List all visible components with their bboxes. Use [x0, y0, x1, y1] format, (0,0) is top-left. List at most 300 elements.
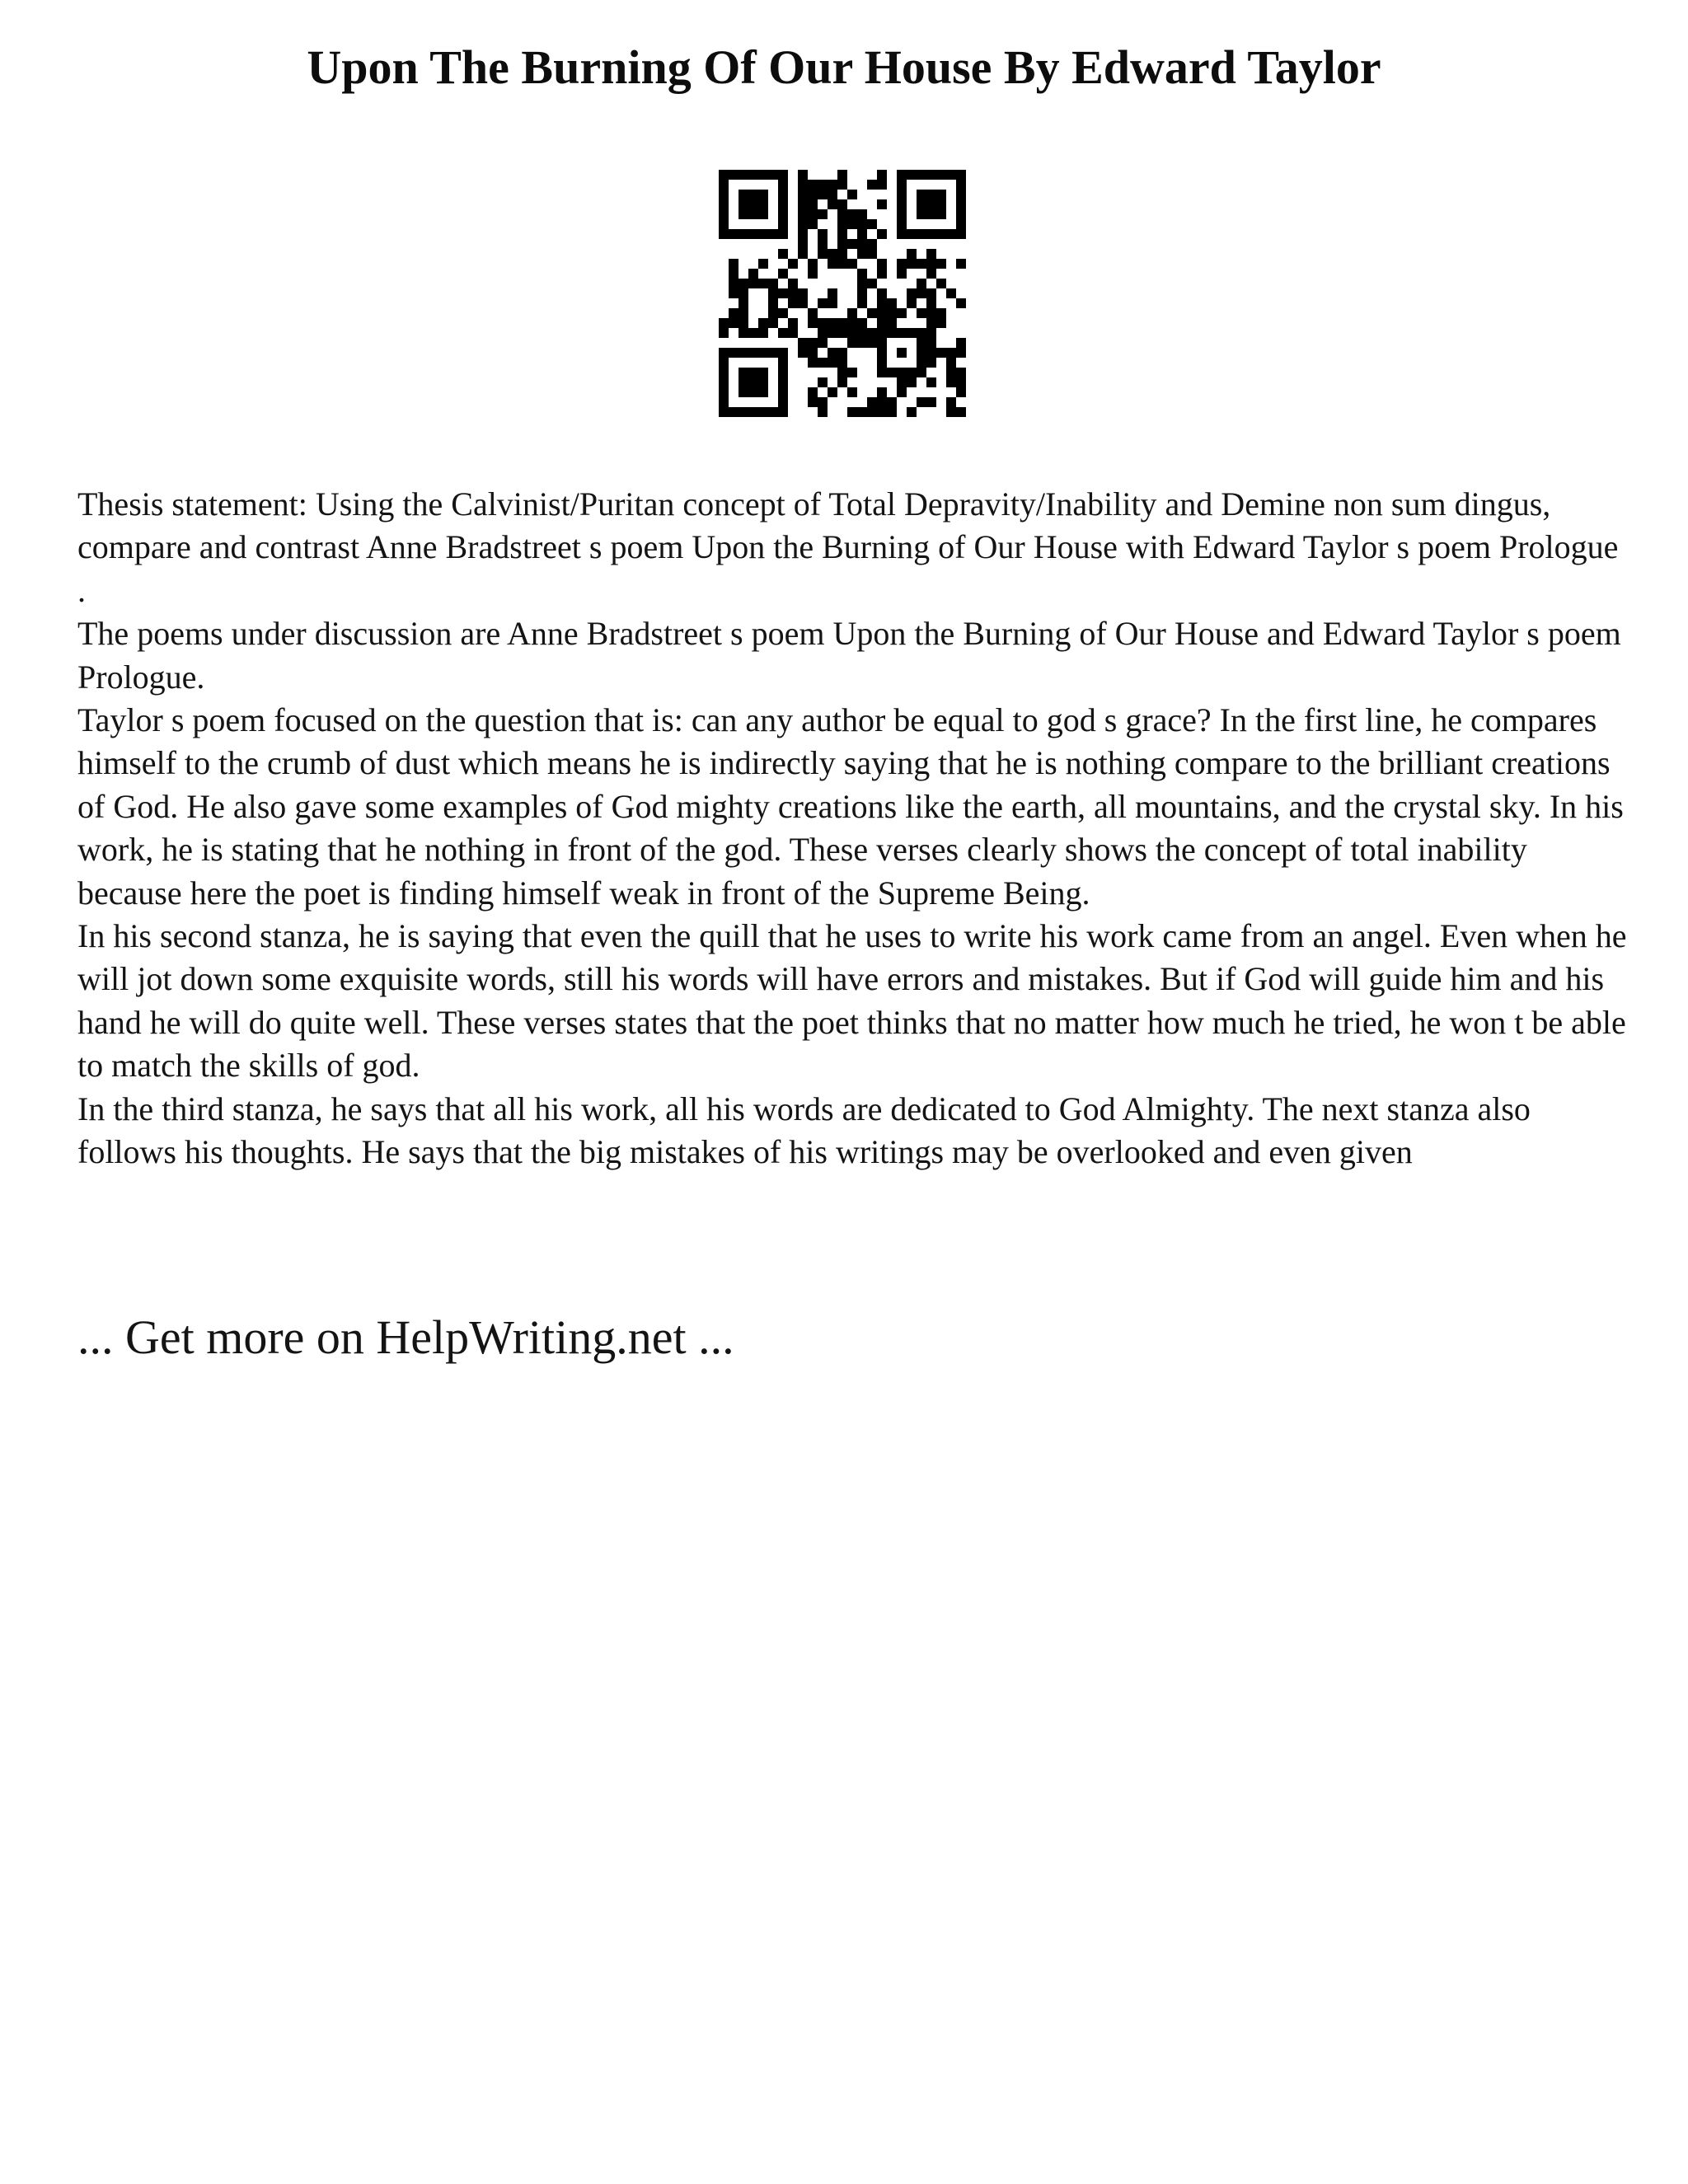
- qr-module: [738, 387, 748, 397]
- qr-module: [719, 407, 729, 417]
- qr-module: [778, 199, 788, 209]
- qr-module: [719, 199, 729, 209]
- qr-module: [877, 229, 887, 239]
- page-title: Upon The Burning Of Our House By Edward Taylor: [307, 40, 1381, 94]
- qr-module: [778, 358, 788, 368]
- qr-module: [818, 229, 828, 239]
- qr-module: [738, 199, 748, 209]
- qr-module: [917, 288, 926, 298]
- qr-module: [956, 368, 966, 377]
- qr-module: [738, 328, 748, 338]
- document-body: [77, 483, 1627, 1174]
- qr-module: [897, 209, 907, 219]
- qr-module: [857, 229, 867, 239]
- qr-module: [926, 190, 936, 199]
- qr-module: [907, 377, 917, 387]
- qr-module: [798, 338, 808, 348]
- qr-module: [936, 170, 946, 180]
- qr-module: [877, 308, 887, 318]
- qr-module: [719, 229, 729, 239]
- qr-module: [719, 190, 729, 199]
- qr-module: [926, 209, 936, 219]
- qr-module: [837, 229, 847, 239]
- qr-module: [887, 318, 897, 328]
- qr-module: [818, 209, 828, 219]
- qr-module: [946, 407, 956, 417]
- qr-module: [729, 269, 738, 279]
- qr-module: [748, 199, 758, 209]
- qr-module: [917, 308, 926, 318]
- qr-module: [768, 318, 778, 328]
- paragraph-first-stanza: Taylor s poem focused on the question that is: can any author be equal to god s grace? In the first line, he compares himself to the crumb of dust which means he is indirectly saying that he is nothing compare to the brilliant creations of God. He also gave some examples of God mighty creations like the earth, all mountains, and the crystal sky. In his work, he is stating that he nothing in front of the god. These verses clearly shows the concept of total inability because here the poet is finding himself weak in front of the Supreme Being.: [77, 701, 1624, 912]
- qr-module: [808, 338, 818, 348]
- qr-module: [768, 279, 778, 288]
- qr-module: [729, 318, 738, 328]
- qr-module: [847, 209, 857, 219]
- qr-module: [956, 387, 966, 397]
- qr-module: [837, 368, 847, 377]
- qr-module: [877, 328, 887, 338]
- qr-module: [887, 397, 897, 407]
- qr-module: [857, 239, 867, 249]
- qr-module: [778, 170, 788, 180]
- qr-module: [778, 209, 788, 219]
- qr-module: [719, 397, 729, 407]
- qr-module: [798, 170, 808, 180]
- qr-module: [798, 249, 808, 259]
- qr-module: [857, 269, 867, 279]
- qr-module: [936, 259, 946, 269]
- qr-module: [778, 190, 788, 199]
- paragraph-third-stanza: In the third stanza, he says that all his work, all his words are dedicated to God Almighty. The next stanza also follows his thoughts. He says that the big mistakes of his writings may be overlooked and even given: [77, 1090, 1531, 1171]
- qr-module: [748, 407, 758, 417]
- qr-module: [748, 368, 758, 377]
- qr-module: [719, 368, 729, 377]
- qr-module: [926, 348, 936, 358]
- qr-module: [936, 199, 946, 209]
- paragraph-thesis: Thesis statement: Using the Calvinist/Puritan concept of Total Depravity/Inability and Demine non sum dingus, compare and contrast Anne Bradstreet s poem Upon the Burning of Our House with Edward Taylor s poem Prologue .: [77, 485, 1619, 609]
- qr-module: [748, 377, 758, 387]
- qr-module: [917, 348, 926, 358]
- qr-module: [719, 348, 729, 358]
- qr-module: [758, 209, 768, 219]
- qr-module: [867, 239, 877, 249]
- qr-module: [808, 358, 818, 368]
- qr-code-icon[interactable]: [719, 170, 966, 417]
- qr-module: [857, 249, 867, 259]
- qr-module: [798, 190, 808, 199]
- qr-module: [837, 170, 847, 180]
- qr-module: [758, 328, 768, 338]
- qr-module: [917, 170, 926, 180]
- qr-module: [907, 368, 917, 377]
- qr-module: [936, 209, 946, 219]
- qr-module: [837, 249, 847, 259]
- qr-module: [828, 387, 837, 397]
- qr-module: [956, 348, 966, 358]
- qr-module: [847, 328, 857, 338]
- qr-module: [857, 219, 867, 229]
- qr-module: [768, 308, 778, 318]
- qr-module: [748, 170, 758, 180]
- qr-module: [956, 338, 966, 348]
- qr-module: [897, 199, 907, 209]
- qr-module: [798, 219, 808, 229]
- qr-module: [788, 259, 798, 269]
- qr-module: [719, 219, 729, 229]
- qr-module: [917, 209, 926, 219]
- qr-module: [768, 407, 778, 417]
- qr-module: [837, 199, 847, 209]
- qr-module: [857, 298, 867, 308]
- qr-module: [729, 308, 738, 318]
- qr-module: [778, 229, 788, 239]
- qr-module: [867, 338, 877, 348]
- qr-module: [837, 358, 847, 368]
- qr-module: [808, 348, 818, 358]
- qr-module: [877, 397, 887, 407]
- qr-module: [917, 338, 926, 348]
- qr-module: [897, 259, 907, 269]
- qr-module: [748, 387, 758, 397]
- qr-module: [956, 209, 966, 219]
- qr-module: [867, 407, 877, 417]
- qr-module: [917, 199, 926, 209]
- qr-module: [778, 180, 788, 190]
- qr-module: [926, 328, 936, 338]
- qr-module: [867, 308, 877, 318]
- qr-module: [867, 328, 877, 338]
- qr-module: [808, 180, 818, 190]
- qr-module: [818, 407, 828, 417]
- qr-module: [758, 387, 768, 397]
- qr-module: [847, 368, 857, 377]
- qr-module: [778, 407, 788, 417]
- qr-module: [798, 209, 808, 219]
- qr-module: [907, 298, 917, 308]
- qr-module: [758, 170, 768, 180]
- qr-module: [748, 269, 758, 279]
- qr-module: [738, 229, 748, 239]
- qr-module: [818, 377, 828, 387]
- qr-module: [956, 190, 966, 199]
- qr-module: [877, 269, 887, 279]
- qr-module: [877, 180, 887, 190]
- qr-module: [897, 170, 907, 180]
- qr-module: [768, 348, 778, 358]
- qr-module: [748, 279, 758, 288]
- qr-module: [778, 387, 788, 397]
- qr-module: [828, 328, 837, 338]
- qr-module: [877, 368, 887, 377]
- qr-module: [828, 348, 837, 358]
- qr-module: [917, 259, 926, 269]
- qr-module: [808, 209, 818, 219]
- qr-module: [788, 328, 798, 338]
- qr-module: [758, 279, 768, 288]
- qr-module: [748, 328, 758, 338]
- qr-module: [907, 229, 917, 239]
- qr-module: [926, 170, 936, 180]
- qr-module: [778, 249, 788, 259]
- qr-module: [748, 229, 758, 239]
- qr-module: [897, 219, 907, 229]
- qr-module: [956, 180, 966, 190]
- qr-module: [946, 170, 956, 180]
- qr-module: [719, 358, 729, 368]
- qr-module: [897, 308, 907, 318]
- qr-module: [877, 407, 887, 417]
- qr-module: [818, 397, 828, 407]
- qr-module: [917, 229, 926, 239]
- qr-module: [798, 288, 808, 298]
- qr-module: [828, 288, 837, 298]
- qr-module: [738, 298, 748, 308]
- qr-module: [808, 387, 818, 397]
- qr-module: [867, 219, 877, 229]
- qr-module: [738, 368, 748, 377]
- qr-module: [917, 279, 926, 288]
- qr-module: [808, 259, 818, 269]
- qr-module: [847, 239, 857, 249]
- qr-module: [719, 387, 729, 397]
- qr-module: [867, 279, 877, 288]
- qr-module: [877, 298, 887, 308]
- qr-module: [926, 377, 936, 387]
- qr-module: [738, 288, 748, 298]
- qr-module: [917, 190, 926, 199]
- qr-module: [867, 249, 877, 259]
- qr-module: [719, 180, 729, 190]
- qr-module: [828, 180, 837, 190]
- qr-module: [907, 288, 917, 298]
- qr-module: [738, 318, 748, 328]
- qr-module: [808, 269, 818, 279]
- qr-module: [719, 170, 729, 180]
- qr-module: [936, 318, 946, 328]
- qr-module: [837, 348, 847, 358]
- qr-module: [877, 288, 887, 298]
- qr-module: [738, 308, 748, 318]
- qr-module: [877, 199, 887, 209]
- qr-module: [729, 288, 738, 298]
- qr-module: [788, 279, 798, 288]
- qr-module: [857, 338, 867, 348]
- qr-module: [758, 377, 768, 387]
- qr-module: [719, 328, 729, 338]
- qr-module: [719, 377, 729, 387]
- qr-module: [847, 387, 857, 397]
- qr-module: [828, 249, 837, 259]
- qr-module: [778, 348, 788, 358]
- qr-module: [926, 318, 936, 328]
- qr-module: [857, 288, 867, 298]
- qr-module: [907, 170, 917, 180]
- qr-module: [926, 288, 936, 298]
- qr-module: [847, 219, 857, 229]
- qr-module: [828, 298, 837, 308]
- qr-module: [729, 259, 738, 269]
- qr-module: [818, 190, 828, 199]
- qr-module: [768, 288, 778, 298]
- qr-module: [877, 338, 887, 348]
- qr-module: [857, 318, 867, 328]
- qr-module: [808, 190, 818, 199]
- qr-module: [946, 348, 956, 358]
- qr-module: [907, 407, 917, 417]
- qr-module: [877, 170, 887, 180]
- qr-module: [946, 229, 956, 239]
- qr-module: [936, 308, 946, 318]
- qr-module: [946, 288, 956, 298]
- qr-module: [729, 279, 738, 288]
- qr-module: [748, 348, 758, 358]
- qr-module: [837, 219, 847, 229]
- qr-module: [887, 298, 897, 308]
- qr-module: [897, 377, 907, 387]
- qr-module: [719, 318, 729, 328]
- qr-module: [788, 288, 798, 298]
- qr-module: [857, 279, 867, 288]
- qr-module: [897, 328, 907, 338]
- qr-module: [778, 368, 788, 377]
- qr-module: [837, 318, 847, 328]
- qr-module: [788, 318, 798, 328]
- qr-module: [758, 229, 768, 239]
- qr-module: [768, 229, 778, 239]
- qr-module: [847, 338, 857, 348]
- qr-module: [758, 348, 768, 358]
- qr-module: [837, 180, 847, 190]
- qr-module: [798, 229, 808, 239]
- qr-module: [808, 199, 818, 209]
- qr-module: [837, 209, 847, 219]
- qr-module: [818, 358, 828, 368]
- qr-module: [877, 387, 887, 397]
- qr-module: [857, 209, 867, 219]
- qr-module: [917, 368, 926, 377]
- qr-module: [887, 368, 897, 377]
- qr-module: [956, 298, 966, 308]
- qr-module: [758, 259, 768, 269]
- qr-module: [956, 170, 966, 180]
- qr-module: [857, 328, 867, 338]
- qr-module: [778, 219, 788, 229]
- qr-module: [798, 180, 808, 190]
- qr-module: [926, 298, 936, 308]
- qr-module: [778, 397, 788, 407]
- qr-module: [837, 377, 847, 387]
- qr-module: [926, 249, 936, 259]
- qr-module: [936, 190, 946, 199]
- qr-module: [837, 259, 847, 269]
- paragraph-poems: The poems under discussion are Anne Bradstreet s poem Upon the Burning of Our House and Edward Taylor s poem Prologue.: [77, 615, 1621, 696]
- qr-module: [738, 209, 748, 219]
- qr-module: [936, 348, 946, 358]
- qr-module: [778, 288, 788, 298]
- qr-module: [738, 348, 748, 358]
- qr-module: [758, 190, 768, 199]
- qr-code-graphic: [719, 170, 966, 417]
- qr-module: [956, 229, 966, 239]
- qr-module: [926, 229, 936, 239]
- qr-module: [738, 190, 748, 199]
- qr-module: [778, 269, 788, 279]
- qr-module: [956, 259, 966, 269]
- qr-module: [758, 318, 768, 328]
- qr-module: [818, 328, 828, 338]
- qr-module: [946, 377, 956, 387]
- qr-module: [926, 199, 936, 209]
- qr-module: [837, 328, 847, 338]
- qr-module: [877, 259, 887, 269]
- qr-module: [877, 318, 887, 328]
- paragraph-second-stanza: In his second stanza, he is saying that even the quill that he uses to write his work came from an angel. Even when he will jot down some exquisite words, still his words will have errors and mistakes. But if God will guide him and his hand he will do quite well. These verses states that the poet thinks that no matter how much he tried, he won t be able to match the skills of god.: [77, 917, 1627, 1085]
- qr-module: [729, 348, 738, 358]
- qr-module: [897, 229, 907, 239]
- qr-module: [798, 199, 808, 209]
- qr-module: [729, 229, 738, 239]
- qr-module: [808, 397, 818, 407]
- qr-module: [926, 397, 936, 407]
- qr-module: [738, 377, 748, 387]
- qr-module: [847, 407, 857, 417]
- qr-module: [758, 368, 768, 377]
- qr-module: [808, 318, 818, 328]
- qr-module: [946, 397, 956, 407]
- qr-module: [778, 377, 788, 387]
- qr-module: [887, 308, 897, 318]
- qr-module: [887, 328, 897, 338]
- qr-module: [778, 328, 788, 338]
- qr-module: [828, 259, 837, 269]
- qr-module: [798, 239, 808, 249]
- qr-module: [956, 199, 966, 209]
- qr-module: [926, 358, 936, 368]
- qr-module: [926, 308, 936, 318]
- qr-module: [828, 358, 837, 368]
- qr-module: [748, 209, 758, 219]
- qr-module: [897, 269, 907, 279]
- qr-module: [917, 397, 926, 407]
- qr-module: [877, 348, 887, 358]
- qr-module: [758, 407, 768, 417]
- qr-module: [897, 190, 907, 199]
- qr-module: [768, 170, 778, 180]
- qr-module: [917, 358, 926, 368]
- qr-module: [956, 407, 966, 417]
- qr-module: [818, 338, 828, 348]
- qr-module: [828, 318, 837, 328]
- qr-module: [946, 358, 956, 368]
- qr-module: [887, 407, 897, 417]
- qr-module: [867, 397, 877, 407]
- qr-module: [926, 338, 936, 348]
- qr-module: [926, 259, 936, 269]
- qr-module: [729, 170, 738, 180]
- qr-module: [738, 407, 748, 417]
- qr-module: [897, 348, 907, 358]
- get-more-link[interactable]: ... Get more on HelpWriting.net ...: [77, 1310, 734, 1364]
- qr-module: [758, 199, 768, 209]
- qr-module: [897, 180, 907, 190]
- qr-module: [798, 348, 808, 358]
- qr-module: [738, 170, 748, 180]
- qr-module: [798, 298, 808, 308]
- qr-module: [926, 269, 936, 279]
- qr-module: [808, 219, 818, 229]
- qr-module: [847, 308, 857, 318]
